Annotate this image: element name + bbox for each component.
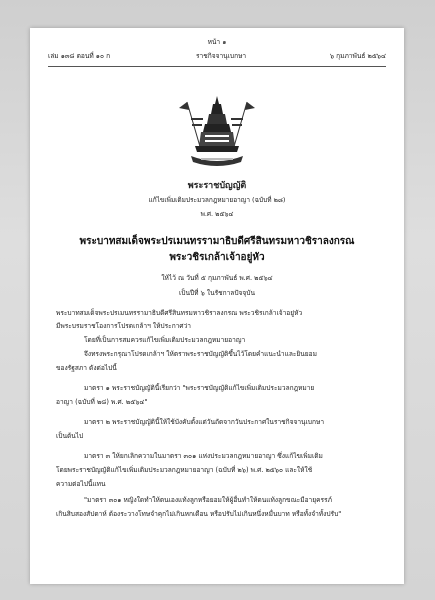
body-line: มีพระบรมราชโองการโปรดเกล้าฯ ให้ประกาศว่า (56, 322, 191, 330)
king-name-line-1: พระบาทสมเด็จพระปรเมนทรรามาธิบดีศรีสินทรมหาวชิราลงกรณ (79, 236, 355, 247)
body-line: ของรัฐสภา ดังต่อไปนี้ (56, 364, 117, 372)
header-row (48, 50, 386, 60)
royal-crown-emblem-icon (177, 94, 257, 170)
publication-date: ๖ กุมภาพันธ์ ๒๕๖๔ (329, 52, 386, 60)
volume-issue: เล่ม ๑๓๘ ตอนที่ ๑๐ ก (48, 52, 111, 60)
page-number: หน้า ๑ (207, 38, 227, 46)
act-year: พ.ศ. ๒๕๖๔ (200, 210, 234, 218)
section-301-line: "มาตรา ๓๐๑ หญิงใดทำให้ตนเองแท้งลูกหรือยอมให้ผู้อื่นทำให้ตนแท้งลูกขณะมีอายุครรภ์ (84, 496, 332, 504)
section-2-line: มาตรา ๒ พระราชบัญญัตินี้ให้ใช้บังคับตั้งแต่วันถัดจากวันประกาศในราชกิจจานุเบกษา (84, 418, 325, 426)
section-3-line: ความต่อไปนี้แทน (56, 480, 106, 488)
section-2-line: เป็นต้นไป (56, 432, 84, 440)
act-subtitle: แก้ไขเพิ่มเติมประมวลกฎหมายอาญา (ฉบับที่ ๒๘) (148, 196, 286, 204)
section-3-line: โดยพระราชบัญญัติแก้ไขเพิ่มเติมประมวลกฎหมายอาญา (ฉบับที่ ๒๖) พ.ศ. ๒๕๖๐ และให้ใช้ (56, 466, 313, 474)
given-date: ให้ไว้ ณ วันที่ ๕ กุมภาพันธ์ พ.ศ. ๒๕๖๔ (161, 274, 273, 282)
gazette-name: ราชกิจจานุเบกษา (196, 52, 247, 60)
section-3-line: มาตรา ๓ ให้ยกเลิกความในมาตรา ๓๐๑ แห่งประมวลกฎหมายอาญา ซึ่งแก้ไขเพิ่มเติม (84, 452, 323, 460)
gazette-header (48, 36, 386, 67)
body-line: จึงทรงพระกรุณาโปรดเกล้าฯ ให้ตราพระราชบัญญัติขึ้นไว้โดยคำแนะนำและยินยอม (84, 350, 317, 358)
body-line: โดยที่เป็นการสมควรแก้ไขเพิ่มเติมประมวลกฎหมายอาญา (84, 336, 246, 344)
king-name-line-2: พระวชิรเกล้าเจ้าอยู่หัว (169, 252, 265, 263)
gazette-page (30, 28, 404, 584)
section-1-line: อาญา (ฉบับที่ ๒๘) พ.ศ. ๒๕๖๔" (56, 398, 148, 406)
section-301-line: เกินสิบสองสัปดาห์ ต้องระวางโทษจำคุกไม่เกินหกเดือน หรือปรับไม่เกินหนึ่งหมื่นบาท หรือทั้งจำทั้งปรับ" (56, 510, 342, 518)
section-1-line: มาตรา ๑ พระราชบัญญัตินี้เรียกว่า "พระราชบัญญัติแก้ไขเพิ่มเติมประมวลกฎหมาย (84, 384, 315, 392)
act-title: พระราชบัญญัติ (187, 181, 247, 191)
body-line: พระบาทสมเด็จพระปรเมนทรรามาธิบดีศรีสินทรมหาวชิราลงกรณ พระวชิรเกล้าเจ้าอยู่หัว (56, 309, 303, 317)
reign-year: เป็นปีที่ ๖ ในรัชกาลปัจจุบัน (179, 289, 255, 297)
